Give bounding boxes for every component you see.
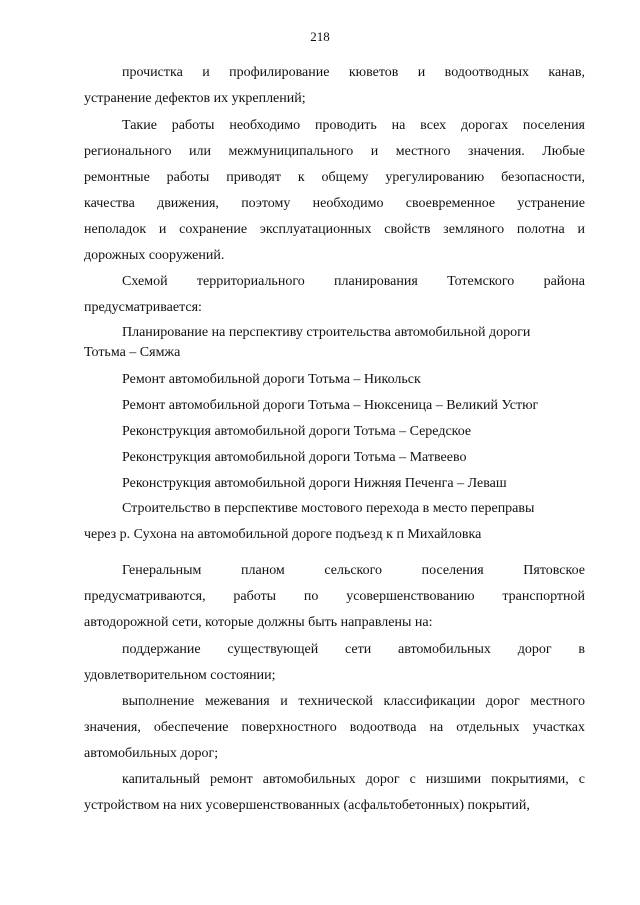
text-line: Строительство в перспективе мостового перехода в место переправы <box>122 501 535 516</box>
text-line: прочистка и профилирование кюветов и водоотводных канав, <box>122 65 585 80</box>
text-line: предусматриваются, работы по усовершенствованию транспортной <box>84 589 585 604</box>
text-line: автомобильных дорог; <box>84 746 219 761</box>
text-line: выполнение межевания и технической классификации дорог местного <box>122 694 585 709</box>
text-line: Схемой территориального планирования Тотемского района <box>122 274 585 289</box>
text-line: Ремонт автомобильной дороги Тотьма – Никольск <box>122 372 421 387</box>
text-line: Тотьма – Сямжа <box>84 345 181 360</box>
text-line: Реконструкция автомобильной дороги Тотьма – Матвеево <box>122 450 467 465</box>
text-line: удовлетворительном состоянии; <box>84 668 276 683</box>
text-line: Реконструкция автомобильной дороги Нижняя Печенга – Леваш <box>122 476 507 491</box>
text-line: поддержание существующей сети автомобильных дорог в <box>122 642 585 657</box>
text-line: через р. Сухона на автомобильной дороге подъезд к п Михайловка <box>84 527 482 542</box>
text-line: предусматривается: <box>84 300 202 315</box>
text-line: качества движения, поэтому необходимо своевременное устранение <box>84 196 585 211</box>
text-line: автодорожной сети, которые должны быть направлены на: <box>84 615 433 630</box>
text-line: устранение дефектов их укреплений; <box>84 91 306 106</box>
text-line: устройством на них усовершенствованных (асфальтобетонных) покрытий, <box>84 798 530 813</box>
text-line: регионального или межмуниципального и местного значения. Любые <box>84 144 585 159</box>
text-line: Ремонт автомобильной дороги Тотьма – Нюксеница – Великий Устюг <box>122 398 539 413</box>
text-line: значения, обеспечение поверхностного водоотвода на отдельных участках <box>84 720 585 735</box>
text-line: капитальный ремонт автомобильных дорог с низшими покрытиями, с <box>122 772 585 787</box>
text-line: неполадок и сохранение эксплуатационных свойств земляного полотна и <box>84 222 585 237</box>
text-line: Реконструкция автомобильной дороги Тотьма – Середское <box>122 424 472 439</box>
page-number: 218 <box>310 29 330 44</box>
text-line: Генеральным планом сельского поселения Пятовское <box>122 563 585 578</box>
text-line: ремонтные работы приводят к общему урегулированию безопасности, <box>84 170 585 185</box>
text-line: Планирование на перспективу строительства автомобильной дороги <box>122 325 531 340</box>
text-line: дорожных сооружений. <box>84 248 225 263</box>
text-line: Такие работы необходимо проводить на всех дорогах поселения <box>122 118 585 133</box>
